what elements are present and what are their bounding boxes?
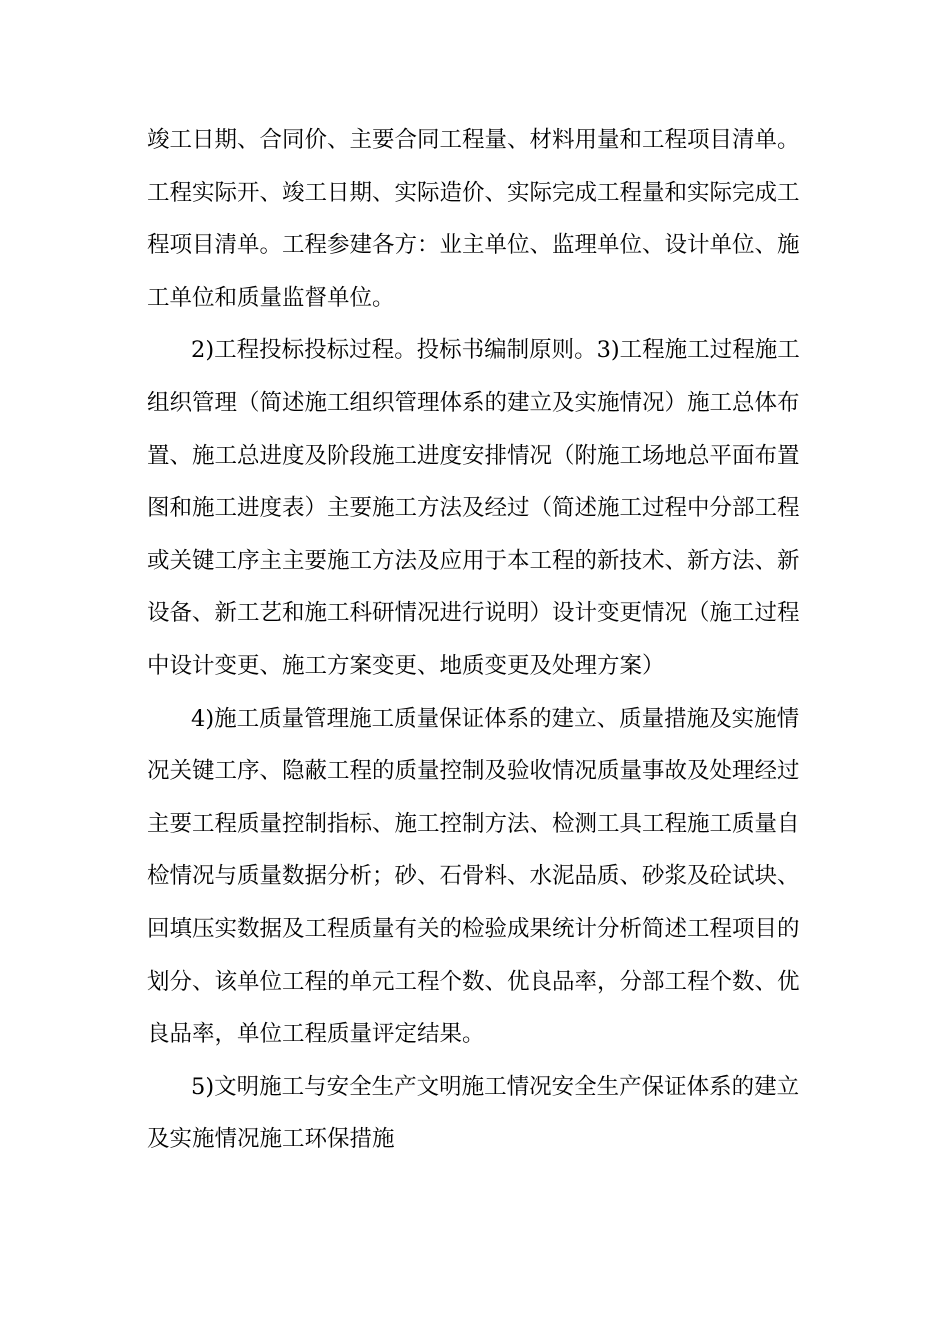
text-line: 检情况与质量数据分析；砂、石骨料、水泥品质、砂浆及砼试块、: [147, 863, 800, 890]
text-line: 程项目清单。工程参建各方：业主单位、监理单位、设计单位、施: [147, 232, 800, 259]
text-line: 工单位和质量监督单位。: [147, 284, 395, 311]
text-line: 划分、该单位工程的单元工程个数、优良品率，分部工程个数、优: [147, 968, 800, 995]
body-text: [147, 114, 800, 1166]
text-line: 置、施工总进度及阶段施工进度安排情况（附施工场地总平面布置: [147, 442, 800, 469]
text-line: 设备、新工艺和施工科研情况进行说明）设计变更情况（施工过程: [147, 600, 800, 627]
paragraph-2: [147, 324, 800, 692]
text-line: 图和施工进度表）主要施工方法及经过（简述施工过程中分部工程: [147, 495, 800, 522]
text-line: 及实施情况施工环保措施: [147, 1126, 395, 1153]
text-line: 工程实际开、竣工日期、实际造价、实际完成工程量和实际完成工: [147, 179, 800, 206]
paragraph-4: [147, 1061, 800, 1166]
text-line: 或关键工序主主要施工方法及应用于本工程的新技术、新方法、新: [147, 547, 800, 574]
text-line: 竣工日期、合同价、主要合同工程量、材料用量和工程项目清单。: [147, 127, 800, 153]
paragraph-1: [147, 114, 800, 324]
text-line: 组织管理（简述施工组织管理体系的建立及实施情况）施工总体布: [147, 389, 800, 416]
text-line: 回填压实数据及工程质量有关的检验成果统计分析简述工程项目的: [147, 915, 800, 942]
text-line: 5)文明施工与安全生产文明施工情况安全生产保证体系的建立: [191, 1073, 800, 1100]
text-line: 良品率，单位工程质量评定结果。: [147, 1021, 485, 1048]
paragraph-3: [147, 693, 800, 1061]
text-line: 2)工程投标投标过程。投标书编制原则。3)工程施工过程施工: [191, 337, 800, 364]
text-line: 况关键工序、隐蔽工程的质量控制及验收情况质量事故及处理经过: [147, 758, 800, 785]
text-line: 主要工程质量控制指标、施工控制方法、检测工具工程施工质量自: [147, 810, 800, 837]
text-line: 中设计变更、施工方案变更、地质变更及处理方案）: [147, 652, 665, 679]
text-line: 4)施工质量管理施工质量保证体系的建立、质量措施及实施情: [191, 705, 800, 732]
